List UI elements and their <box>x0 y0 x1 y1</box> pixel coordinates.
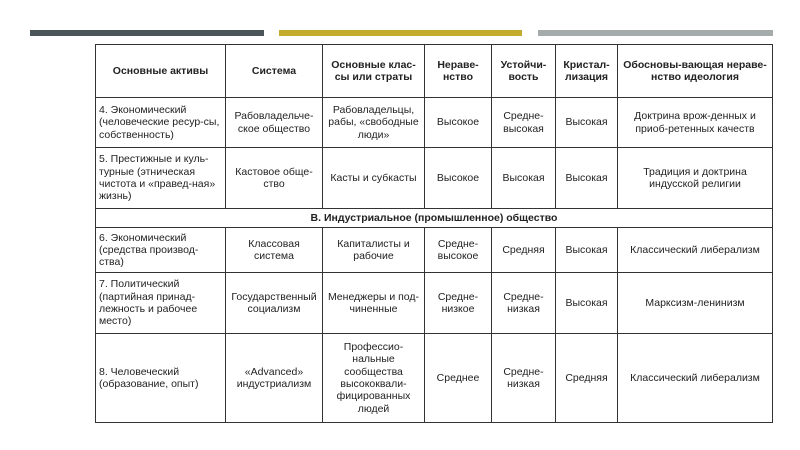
table-cell: 6. Экономический (средства производ-ства) <box>96 228 226 273</box>
table-cell: Классический либерализм <box>618 228 773 273</box>
table-cell: Традиция и доктрина индусской религии <box>618 148 773 209</box>
table-row <box>96 273 773 334</box>
table-cell: 4. Экономический (человеческие ресур-сы, собственность) <box>96 98 226 148</box>
table-cell: Капиталисты и рабочие <box>323 228 425 273</box>
section-row <box>96 209 773 228</box>
table-row <box>96 228 773 273</box>
table-cell: Классический либерализм <box>618 334 773 423</box>
table-cell: Средне-низкое <box>425 273 492 334</box>
table-row <box>96 334 773 423</box>
bar-gray <box>538 30 773 36</box>
table-cell: Средне-высокая <box>492 98 556 148</box>
table-cell: Менеджеры и под-чиненные <box>323 273 425 334</box>
header-cell: Обосновы-вающая нераве-нство идеология <box>618 45 773 98</box>
header-cell: Система <box>226 45 323 98</box>
table-cell: Высокая <box>556 273 618 334</box>
header-cell: Кристал-лизация <box>556 45 618 98</box>
table-cell: «Advanced» индустриализм <box>226 334 323 423</box>
table-row <box>96 148 773 209</box>
table-cell: Высокая <box>556 148 618 209</box>
decorative-bars <box>30 30 773 36</box>
table-cell: Рабовладельче-ское общество <box>226 98 323 148</box>
table-cell: 7. Политический (партийная принад-лежность и рабочее место) <box>96 273 226 334</box>
table-cell: Доктрина врож-денных и приоб-ретенных качеств <box>618 98 773 148</box>
header-row <box>96 45 773 98</box>
header-cell: Основные клас-сы или страты <box>323 45 425 98</box>
table-cell: Высокая <box>556 228 618 273</box>
table-cell: Государственный социализм <box>226 273 323 334</box>
table-cell: Средне-высокое <box>425 228 492 273</box>
stratification-table <box>95 44 773 423</box>
section-title: B. Индустриальное (промышленное) общество <box>96 209 773 228</box>
header-cell: Устойчи-вость <box>492 45 556 98</box>
table-cell: Средне-низкая <box>492 273 556 334</box>
table-cell: Классовая система <box>226 228 323 273</box>
table-cell: Высокое <box>425 98 492 148</box>
table-cell: 8. Человеческий (образование, опыт) <box>96 334 226 423</box>
bar-gold <box>279 30 522 36</box>
table-cell: Средняя <box>492 228 556 273</box>
table-row <box>96 98 773 148</box>
header-cell: Нераве-нство <box>425 45 492 98</box>
header-cell: Основные активы <box>96 45 226 98</box>
table-cell: Марксизм-ленинизм <box>618 273 773 334</box>
table-cell: Среднее <box>425 334 492 423</box>
table-cell: Рабовладельцы, рабы, «свободные люди» <box>323 98 425 148</box>
table-cell: 5. Престижные и куль-турные (этническая чистота и «правед-ная» жизнь) <box>96 148 226 209</box>
table-cell: Средняя <box>556 334 618 423</box>
table-cell: Высокое <box>425 148 492 209</box>
table-cell: Профессио-нальные сообщества высококвали-фицированных людей <box>323 334 425 423</box>
table-cell: Кастовое обще-ство <box>226 148 323 209</box>
bar-dark <box>30 30 264 36</box>
table-cell: Средне-низкая <box>492 334 556 423</box>
table-cell: Высокая <box>556 98 618 148</box>
table-cell: Высокая <box>492 148 556 209</box>
table-cell: Касты и субкасты <box>323 148 425 209</box>
